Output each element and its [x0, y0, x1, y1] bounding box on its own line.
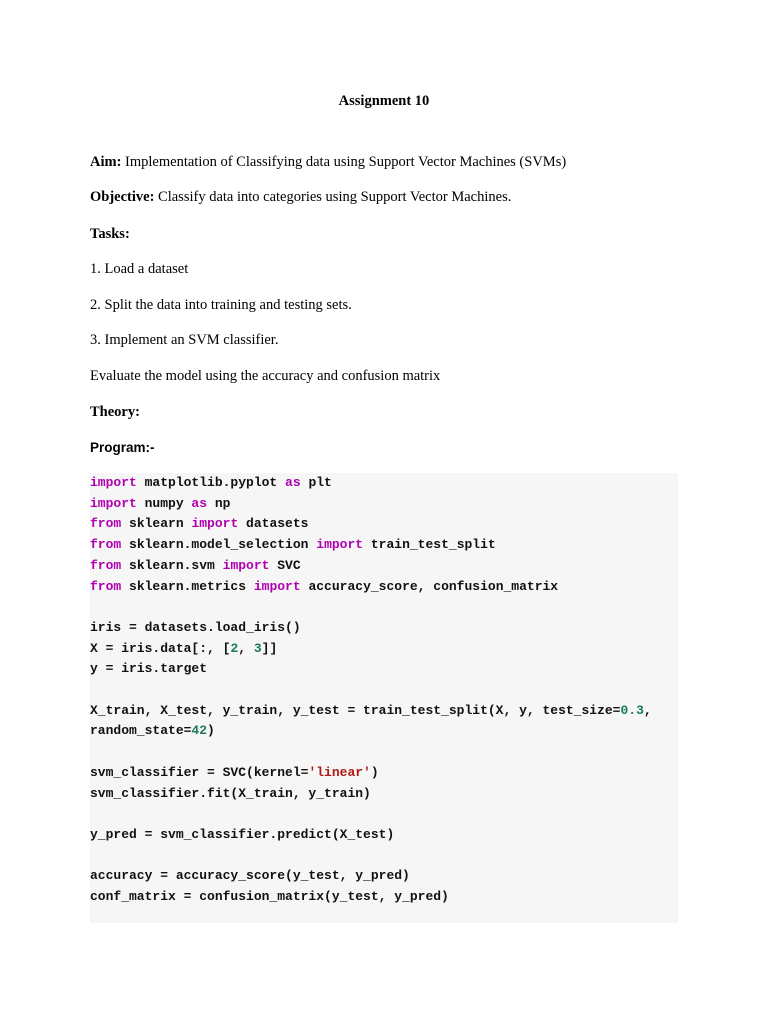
code-number: 2	[230, 640, 239, 656]
aim-label: Aim:	[90, 154, 122, 170]
code-block	[90, 473, 678, 923]
tasks-heading: Tasks:	[90, 226, 130, 242]
objective-paragraph	[90, 189, 511, 206]
code-keyword: from	[90, 557, 122, 573]
theory-heading: Theory:	[90, 404, 140, 420]
code-line: accuracy = accuracy_score(y_test, y_pred)	[90, 868, 410, 884]
code-listing: import matplotlib.pyplot as plt import numpy as np from sklearn import datasets from sklearn.model_selection import train_test_split from sklearn.svm import SVC from sklearn.metrics import accuracy_score, confusion_matrix iris = datasets.load_iris() X = iris.data[:, [2, 3]] y = iris.target X_train, X_test, y_train, y_test = train_test_split(X, y, test_size=0.3, random_state=42) svm_classifier = SVC(kernel='linear') svm_classifier.fit(X_train, y_train) y_pred = svm_classifier.predict(X_test) accuracy = accuracy_score(y_test, y_pred) conf_matrix = confusion_matrix(y_test, y_pred)	[90, 475, 652, 905]
objective-text: Classify data into categories using Support Vector Machines.	[154, 189, 512, 205]
code-number: 42	[191, 723, 208, 739]
code-keyword: import	[191, 516, 239, 532]
objective-label: Objective:	[90, 189, 155, 205]
evaluate-paragraph: Evaluate the model using the accuracy and confusion matrix	[90, 368, 441, 384]
code-keyword: from	[90, 516, 122, 532]
code-keyword: from	[90, 537, 122, 553]
code-number: 0.3	[620, 702, 644, 718]
code-keyword: import	[222, 557, 270, 573]
code-keyword: import	[253, 578, 301, 594]
aim-paragraph	[90, 154, 566, 171]
code-line: y = iris.target	[90, 661, 208, 677]
code-line: y_pred = svm_classifier.predict(X_test)	[90, 826, 395, 842]
aim-text: Implementation of Classifying data using Support Vector Machines (SVMs)	[121, 154, 567, 170]
code-line: iris = datasets.load_iris()	[90, 619, 301, 635]
code-keyword: import	[90, 475, 137, 490]
code-line: conf_matrix = confusion_matrix(y_test, y_pred)	[90, 889, 449, 905]
code-line: svm_classifier.fit(X_train, y_train)	[90, 785, 371, 801]
task-item-3: 3. Implement an SVM classifier.	[90, 332, 279, 348]
code-keyword: import	[316, 537, 364, 553]
task-item-2: 2. Split the data into training and testing sets.	[90, 297, 352, 313]
program-heading: Program:-	[90, 440, 155, 455]
code-keyword: from	[90, 578, 122, 594]
code-keyword: import	[90, 495, 137, 511]
code-keyword: as	[285, 475, 301, 490]
page-title: Assignment 10	[338, 93, 430, 109]
code-keyword: as	[191, 495, 208, 511]
code-string: 'linear'	[308, 764, 371, 780]
code-number: 3	[253, 640, 262, 656]
task-item-1: 1. Load a dataset	[90, 261, 189, 277]
